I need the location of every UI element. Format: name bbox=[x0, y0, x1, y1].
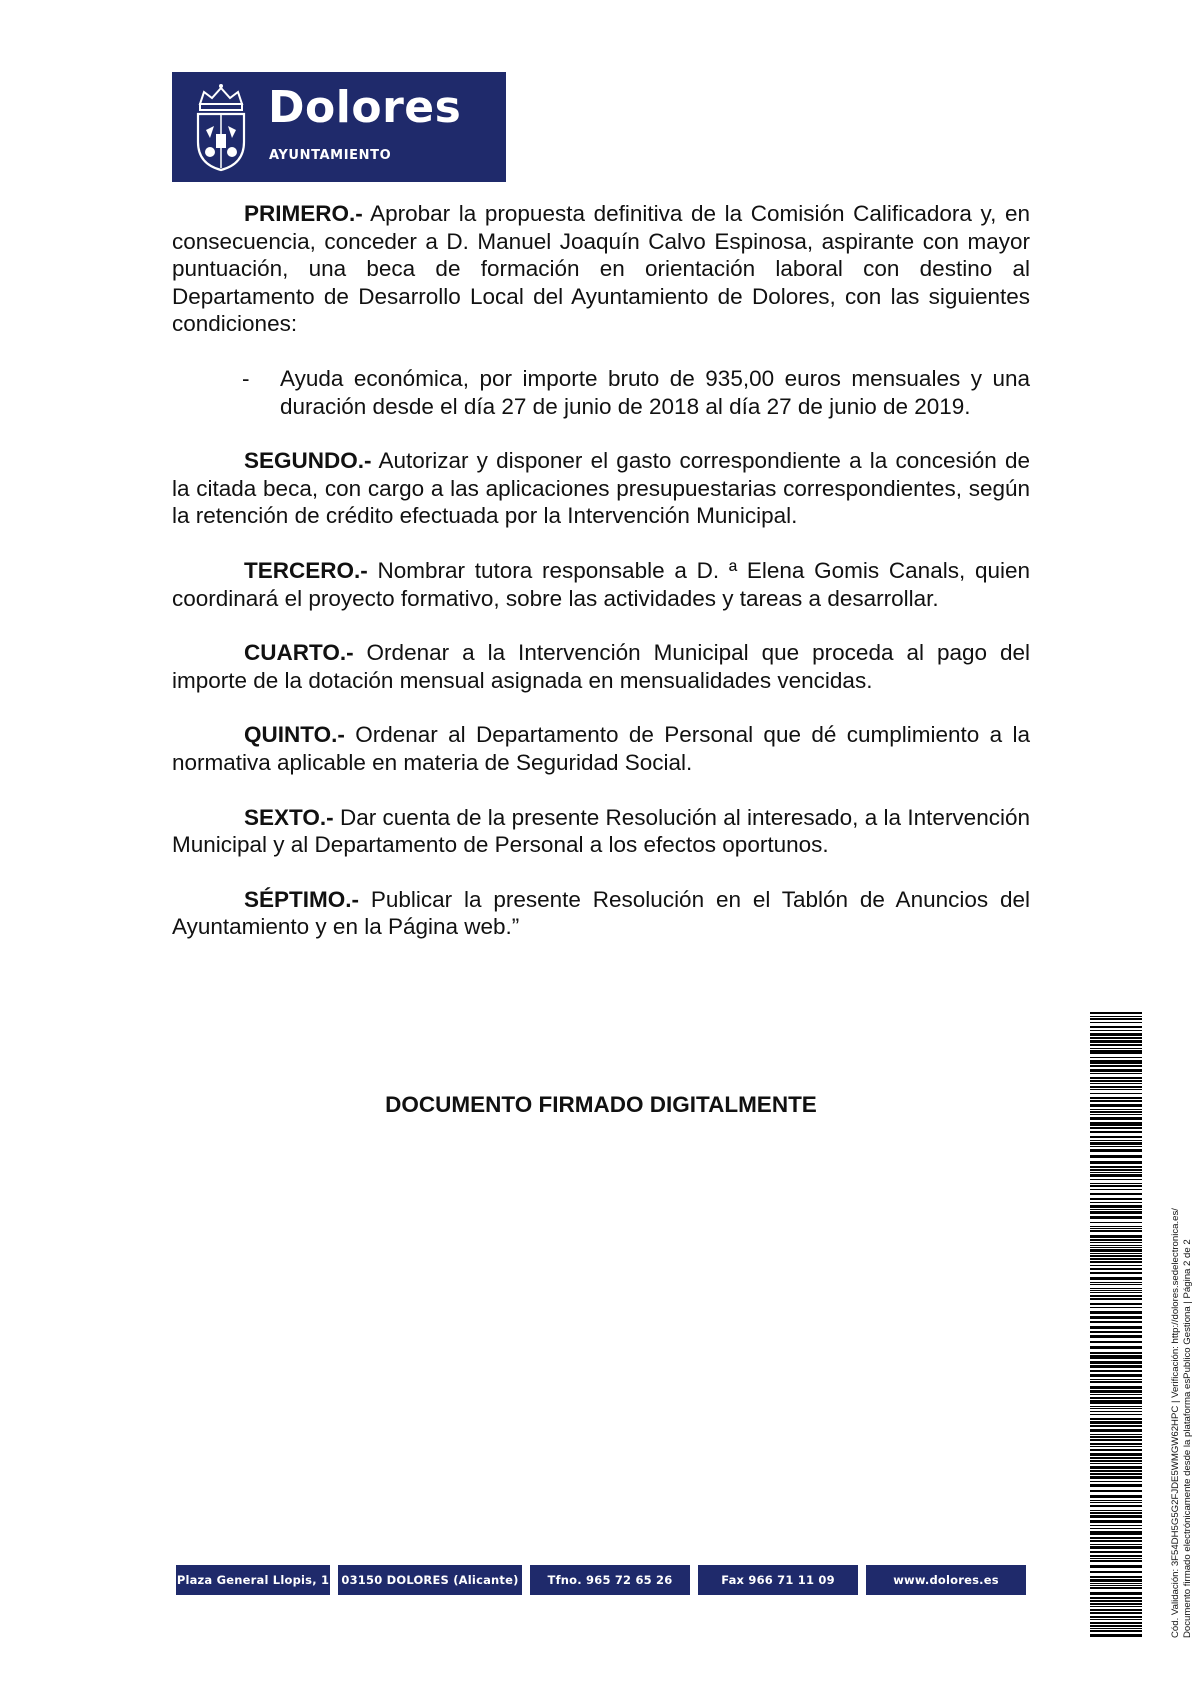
paragraph-label: TERCERO.- bbox=[244, 557, 368, 583]
barcode-bar bbox=[1090, 1065, 1142, 1067]
barcode-bar bbox=[1090, 1379, 1142, 1380]
barcode-bar bbox=[1090, 1048, 1142, 1049]
barcode-bar bbox=[1090, 1321, 1142, 1323]
barcode-bar bbox=[1090, 1149, 1142, 1152]
barcode-bar bbox=[1090, 1597, 1142, 1599]
barcode-bar bbox=[1090, 1630, 1142, 1632]
footer-city: 03150 DOLORES (Alicante) bbox=[338, 1565, 522, 1595]
barcode-bar bbox=[1090, 1411, 1142, 1412]
barcode-bar bbox=[1090, 1018, 1142, 1020]
barcode-bar bbox=[1090, 1268, 1142, 1270]
paragraph-tercero bbox=[172, 557, 1030, 612]
barcode-bar bbox=[1090, 1057, 1142, 1058]
paragraph-label: CUARTO.- bbox=[244, 640, 354, 666]
barcode-bar bbox=[1090, 1502, 1142, 1503]
barcode-bar bbox=[1090, 1117, 1142, 1120]
bullet-text: Ayuda económica, por importe bruto de 935,00 euros mensuales y una duración desde el día 27 de junio de 2018 al día 27 de junio de 2019. bbox=[280, 365, 1030, 419]
barcode-bar bbox=[1090, 1355, 1142, 1359]
footer-web: www.dolores.es bbox=[866, 1565, 1026, 1595]
barcode-bar bbox=[1090, 1370, 1142, 1372]
barcode-bar bbox=[1090, 1555, 1142, 1557]
barcode-bar bbox=[1090, 1381, 1142, 1383]
paragraph-text: Nombrar tutora responsable a D. ª Elena Gomis Canals, quien coordinará el proyecto formativo, sobre las actividades y tareas a desarrollar. bbox=[172, 557, 1030, 611]
barcode-bar bbox=[1090, 1216, 1142, 1219]
barcode-bar bbox=[1090, 1307, 1142, 1308]
barcode-bar bbox=[1090, 1298, 1142, 1300]
barcode-bar bbox=[1090, 1226, 1142, 1227]
validation-line-1: Cód. Validación: 3F54DH5G5G2FJDE5WMGW62HPC | Verificación: http://dolores.sedelectronica.es/ bbox=[1170, 1208, 1181, 1638]
paragraph-cuarto bbox=[172, 639, 1030, 694]
condition-bullet bbox=[172, 365, 1030, 420]
barcode-bar bbox=[1090, 1457, 1142, 1459]
barcode-bar bbox=[1090, 1406, 1142, 1407]
barcode-bar bbox=[1090, 1161, 1142, 1164]
barcode-bar bbox=[1090, 1571, 1142, 1573]
barcode-bar bbox=[1090, 1628, 1142, 1629]
barcode-bar bbox=[1090, 1335, 1142, 1338]
barcode-bar bbox=[1090, 1352, 1142, 1354]
footer-bar bbox=[176, 1565, 1026, 1595]
barcode-bar bbox=[1090, 1249, 1142, 1252]
barcode-bar bbox=[1090, 1044, 1142, 1046]
logo-name: Dolores bbox=[268, 82, 462, 133]
paragraph-label: SÉPTIMO.- bbox=[244, 886, 360, 912]
barcode-bar bbox=[1090, 1622, 1142, 1624]
barcode-bar bbox=[1090, 1172, 1142, 1173]
validation-line-2: Documento firmado electrónicamente desde la plataforma esPublico Gestiona | Página 2 de 2 bbox=[1182, 1239, 1193, 1638]
barcode-bar bbox=[1090, 1365, 1142, 1368]
paragraph-label: SEXTO.- bbox=[244, 804, 334, 830]
barcode-bar bbox=[1090, 1540, 1142, 1542]
barcode-bar bbox=[1090, 1537, 1142, 1539]
barcode-bar bbox=[1090, 1546, 1142, 1549]
paragraph-sexto bbox=[172, 804, 1030, 859]
barcode-bar bbox=[1090, 1500, 1142, 1501]
barcode-bar bbox=[1090, 1040, 1142, 1043]
barcode-bar bbox=[1090, 1193, 1142, 1195]
barcode-bar bbox=[1090, 1155, 1142, 1158]
barcode-bar bbox=[1090, 1418, 1142, 1420]
barcode-bar bbox=[1090, 1292, 1142, 1293]
barcode-icon bbox=[1090, 1012, 1142, 1637]
validation-text bbox=[1170, 1208, 1194, 1638]
barcode-bar bbox=[1090, 1512, 1142, 1514]
barcode-bar bbox=[1090, 1558, 1142, 1559]
barcode-bar bbox=[1090, 1235, 1142, 1238]
barcode-bar bbox=[1090, 1583, 1142, 1584]
barcode-bar bbox=[1090, 1429, 1142, 1432]
paragraph-text: Publicar la presente Resolución en el Tablón de Anuncios del Ayuntamiento y en la Página web.” bbox=[172, 886, 1030, 940]
barcode-bar bbox=[1090, 1421, 1142, 1424]
barcode-bar bbox=[1090, 1205, 1142, 1208]
barcode-bar bbox=[1090, 1097, 1142, 1099]
barcode-bar bbox=[1090, 1122, 1142, 1126]
barcode-bar bbox=[1090, 1174, 1142, 1177]
logo-subtitle: AYUNTAMIENTO bbox=[269, 148, 392, 163]
header-logo bbox=[172, 72, 506, 182]
barcode-bar bbox=[1090, 1361, 1142, 1364]
paragraph-quinto bbox=[172, 721, 1030, 776]
barcode-bar bbox=[1090, 1073, 1142, 1074]
barcode-bar bbox=[1090, 1100, 1142, 1102]
barcode-bar bbox=[1090, 1033, 1142, 1036]
barcode-bar bbox=[1090, 1386, 1142, 1389]
signed-notice: DOCUMENTO FIRMADO DIGITALMENTE bbox=[385, 1092, 817, 1117]
barcode-bar bbox=[1090, 1374, 1142, 1377]
barcode-bar bbox=[1090, 1463, 1142, 1464]
barcode-bar bbox=[1090, 1495, 1142, 1498]
barcode-bar bbox=[1090, 1089, 1142, 1090]
paragraph-text: Ordenar a la Intervención Municipal que proceda al pago del importe de la dotación mensual asignada en mensualidades vencidas. bbox=[172, 640, 1030, 693]
barcode-bar bbox=[1090, 1109, 1142, 1110]
barcode-bar bbox=[1090, 1603, 1142, 1605]
bullet-dash: - bbox=[242, 365, 250, 391]
barcode-bar bbox=[1090, 1446, 1142, 1447]
barcode-bar bbox=[1090, 1077, 1142, 1079]
barcode-bar bbox=[1090, 1136, 1142, 1138]
barcode-bar bbox=[1090, 1198, 1142, 1200]
barcode-bar bbox=[1090, 1425, 1142, 1427]
barcode-bar bbox=[1090, 1290, 1142, 1291]
barcode-bar bbox=[1090, 1466, 1142, 1469]
barcode-bar bbox=[1090, 1288, 1142, 1289]
barcode-bar bbox=[1090, 1189, 1142, 1190]
barcode-bar bbox=[1090, 1476, 1142, 1479]
barcode-bar bbox=[1090, 1346, 1142, 1349]
barcode-bar bbox=[1090, 1510, 1142, 1511]
barcode-bar bbox=[1090, 1528, 1142, 1529]
footer-fax: Fax 966 71 11 09 bbox=[698, 1565, 858, 1595]
barcode-bar bbox=[1090, 1222, 1142, 1223]
barcode-bar bbox=[1090, 1086, 1142, 1088]
barcode-bar bbox=[1090, 1525, 1142, 1526]
paragraph-septimo bbox=[172, 886, 1030, 941]
barcode-bar bbox=[1090, 1060, 1142, 1064]
barcode-bar bbox=[1090, 1037, 1142, 1039]
barcode-bar bbox=[1090, 1311, 1142, 1314]
barcode-bar bbox=[1090, 1026, 1142, 1028]
paragraph-text: Ordenar al Departamento de Personal que dé cumplimiento a la normativa aplicable en materia de Seguridad Social. bbox=[172, 722, 1030, 775]
barcode-bar bbox=[1090, 1331, 1142, 1333]
barcode-bar bbox=[1090, 1253, 1142, 1254]
barcode-bar bbox=[1090, 1449, 1142, 1451]
barcode-bar bbox=[1090, 1239, 1142, 1241]
barcode-bar bbox=[1090, 1022, 1142, 1023]
barcode-bar bbox=[1090, 1400, 1142, 1404]
barcode-bar bbox=[1090, 1587, 1142, 1589]
barcode-bar bbox=[1090, 1183, 1142, 1184]
barcode-bar bbox=[1090, 1453, 1142, 1456]
barcode-bar bbox=[1090, 1179, 1142, 1180]
barcode-bar bbox=[1090, 1560, 1142, 1562]
footer-address: Plaza General Llopis, 1 bbox=[176, 1565, 330, 1595]
barcode-bar bbox=[1090, 1111, 1142, 1113]
barcode-bar bbox=[1090, 1303, 1142, 1305]
barcode-bar bbox=[1090, 1228, 1142, 1229]
barcode-bar bbox=[1090, 1146, 1142, 1147]
barcode-bar bbox=[1090, 1277, 1142, 1280]
barcode-bar bbox=[1090, 1185, 1142, 1187]
barcode-bar bbox=[1090, 1515, 1142, 1518]
barcode-bar bbox=[1090, 1609, 1142, 1611]
barcode-bar bbox=[1090, 1265, 1142, 1266]
barcode-bar bbox=[1090, 1481, 1142, 1482]
barcode-bar bbox=[1090, 1592, 1142, 1595]
barcode-bar bbox=[1090, 1473, 1142, 1475]
barcode-bar bbox=[1090, 1104, 1142, 1107]
barcode-bar bbox=[1090, 1069, 1142, 1072]
barcode-bar bbox=[1090, 1390, 1142, 1393]
barcode-bar bbox=[1090, 1114, 1142, 1115]
barcode-bar bbox=[1090, 1544, 1142, 1545]
barcode-bar bbox=[1090, 1272, 1142, 1274]
barcode-bar bbox=[1090, 1282, 1142, 1283]
barcode-bar bbox=[1090, 1505, 1142, 1507]
barcode-bar bbox=[1090, 1625, 1142, 1627]
barcode-bar bbox=[1090, 1439, 1142, 1441]
paragraph-label: PRIMERO.- bbox=[244, 201, 363, 226]
barcode-bar bbox=[1090, 1169, 1142, 1171]
barcode-bar bbox=[1090, 1443, 1142, 1445]
barcode-bar bbox=[1090, 1414, 1142, 1415]
barcode-bar bbox=[1090, 1551, 1142, 1553]
barcode-bar bbox=[1090, 1258, 1142, 1260]
paragraph-segundo bbox=[172, 447, 1030, 530]
barcode-bar bbox=[1090, 1612, 1142, 1614]
barcode-bar bbox=[1090, 1606, 1142, 1607]
barcode-bar bbox=[1090, 1616, 1142, 1618]
barcode-bar bbox=[1090, 1316, 1142, 1319]
barcode-bar bbox=[1090, 1142, 1142, 1145]
barcode-bar bbox=[1090, 1140, 1142, 1141]
barcode-bar bbox=[1090, 1565, 1142, 1568]
barcode-bar bbox=[1090, 1284, 1142, 1285]
barcode-bar bbox=[1090, 1634, 1142, 1637]
barcode-bar bbox=[1090, 1245, 1142, 1246]
barcode-bar bbox=[1090, 1202, 1142, 1203]
barcode-bar bbox=[1090, 1397, 1142, 1399]
barcode-bar bbox=[1090, 1127, 1142, 1129]
barcode-bar bbox=[1090, 1080, 1142, 1082]
footer-phone: Tfno. 965 72 65 26 bbox=[530, 1565, 690, 1595]
barcode-bar bbox=[1090, 1255, 1142, 1257]
barcode-bar bbox=[1090, 1619, 1142, 1620]
barcode-bar bbox=[1090, 1490, 1142, 1492]
barcode-bar bbox=[1090, 1394, 1142, 1395]
barcode-bar bbox=[1090, 1083, 1142, 1084]
barcode-bar bbox=[1090, 1576, 1142, 1578]
barcode-bar bbox=[1090, 1470, 1142, 1472]
barcode-bar bbox=[1090, 1436, 1142, 1438]
barcode-bar bbox=[1090, 1585, 1142, 1586]
barcode-bar bbox=[1090, 1012, 1142, 1014]
barcode-bar bbox=[1090, 1520, 1142, 1523]
barcode-bar bbox=[1090, 1484, 1142, 1487]
barcode-bar bbox=[1090, 1166, 1142, 1168]
barcode-bar bbox=[1090, 1341, 1142, 1343]
barcode-bar bbox=[1090, 1434, 1142, 1435]
barcode-bar bbox=[1090, 1093, 1142, 1094]
barcode-bar bbox=[1090, 1261, 1142, 1263]
paragraph-primero bbox=[172, 200, 1030, 338]
barcode-bar bbox=[1090, 1242, 1142, 1243]
barcode-bar bbox=[1090, 1326, 1142, 1329]
barcode-bar bbox=[1090, 1230, 1142, 1232]
barcode-bar bbox=[1090, 1295, 1142, 1297]
barcode-bar bbox=[1090, 1579, 1142, 1582]
barcode-bar bbox=[1090, 1408, 1142, 1409]
paragraph-label: QUINTO.- bbox=[244, 722, 345, 748]
barcode-bar bbox=[1090, 1030, 1142, 1031]
barcode-bar bbox=[1090, 1600, 1142, 1602]
barcode-bar bbox=[1090, 1050, 1142, 1054]
paragraph-text: Aprobar la propuesta definitiva de la Comisión Calificadora y, en consecuencia, conceder a D. Manuel Joaquín Calvo Espinosa, aspirante con mayor puntuación, una beca de formación en orientación laboral con destino al Departamento de Desarrollo Local del Ayuntamiento de Dolores, con las siguientes condiciones: bbox=[172, 201, 1030, 337]
coat-of-arms-icon bbox=[190, 82, 252, 172]
paragraph-text: Dar cuenta de la presente Resolución al interesado, a la Intervención Municipal y al Departamento de Personal a los efectos oportunos. bbox=[172, 804, 1030, 858]
document-body bbox=[172, 200, 1030, 968]
barcode-bar bbox=[1090, 1131, 1142, 1133]
barcode-bar bbox=[1090, 1531, 1142, 1535]
barcode-bar bbox=[1090, 1460, 1142, 1462]
barcode-bar bbox=[1090, 1209, 1142, 1210]
paragraph-text: Autorizar y disponer el gasto correspondiente a la concesión de la citada beca, con cargo a las aplicaciones presupuestarias correspondientes, según la retención de crédito efectuada por la Intervención Municipal. bbox=[172, 448, 1030, 529]
barcode-bar bbox=[1090, 1211, 1142, 1214]
barcode-bar bbox=[1090, 1016, 1142, 1017]
barcode-bar bbox=[1090, 1247, 1142, 1248]
paragraph-label: SEGUNDO.- bbox=[244, 448, 372, 474]
